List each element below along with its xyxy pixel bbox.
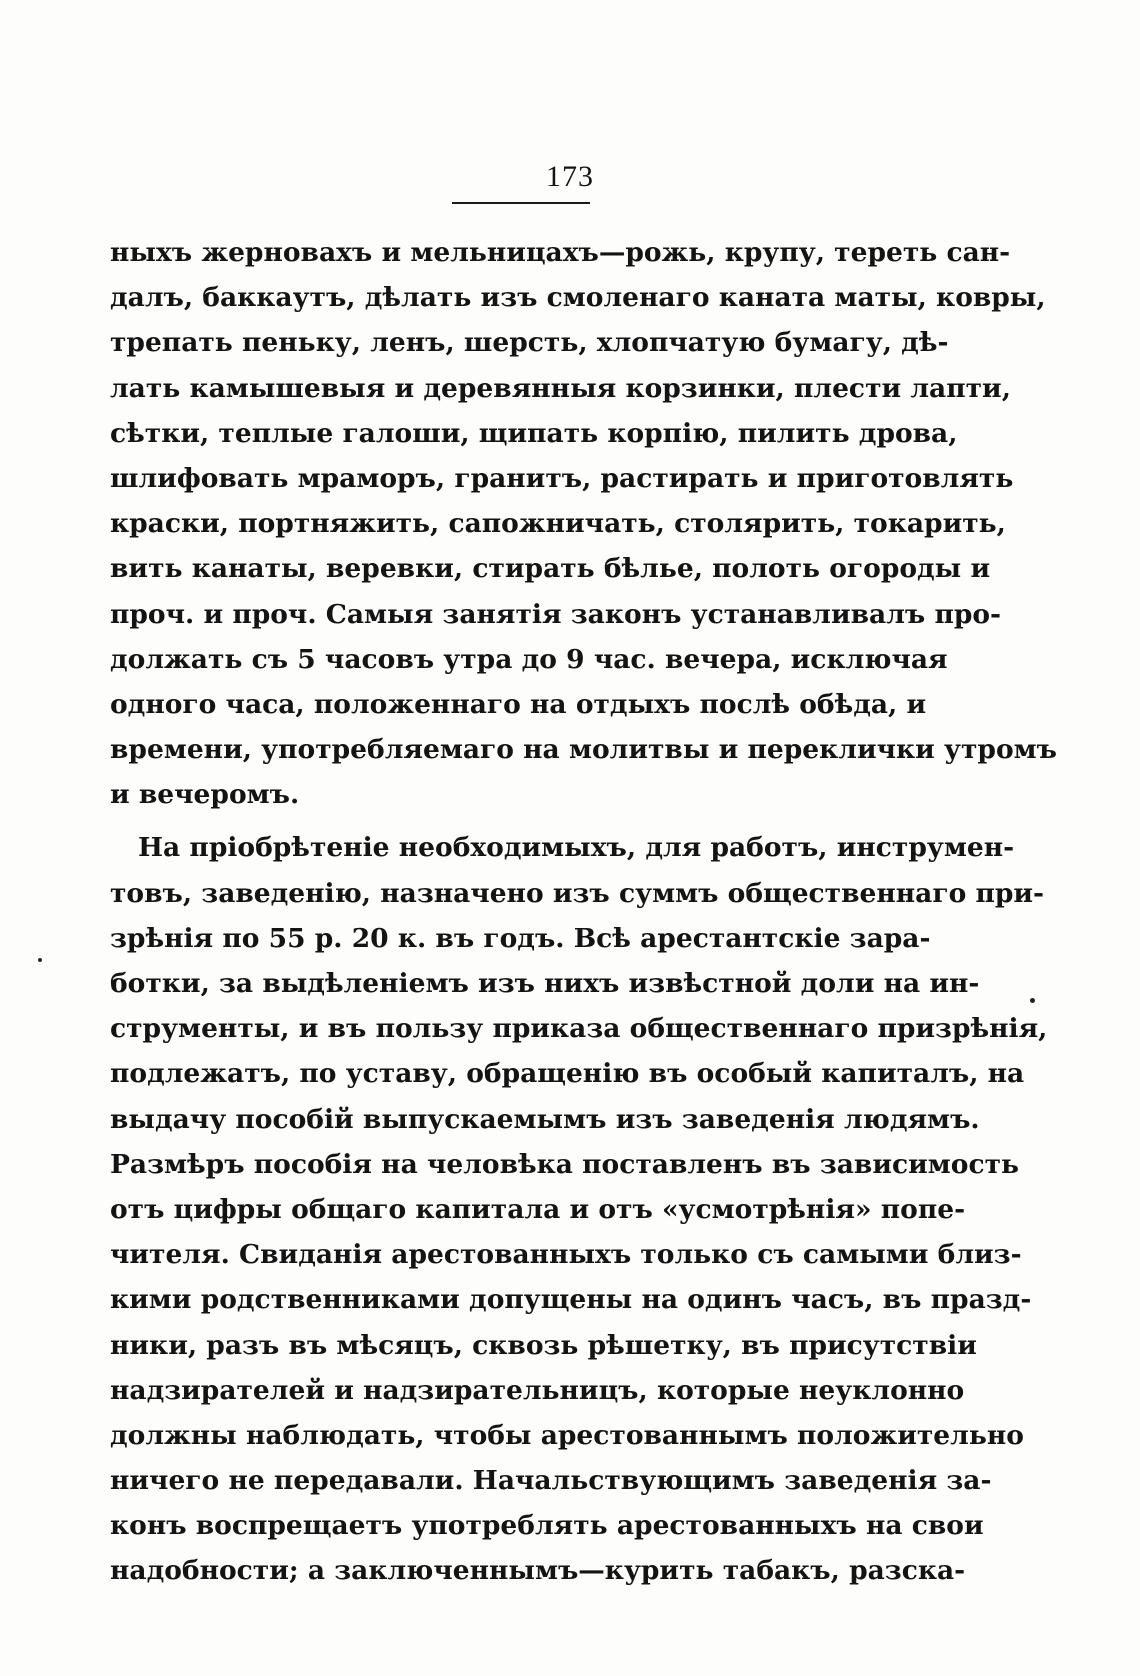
text-line: конъ воспрещаетъ употреблять арестованныхъ на свои <box>110 1510 984 1542</box>
text-line: зрѣнія по 55 р. 20 к. въ годъ. Всѣ арестантскіе зара- <box>110 922 931 954</box>
scan-speck <box>1030 998 1035 1003</box>
text-line: подлежатъ, по уставу, обращенію въ особый капиталъ, на <box>110 1058 1025 1090</box>
text-line: и вечеромъ. <box>110 779 300 811</box>
text-line: далъ, баккаутъ, дѣлать изъ смоленаго каната маты, ковры, <box>110 282 1046 314</box>
text-line: трепать пеньку, ленъ, шерсть, хлопчатую бумагу, дѣ- <box>110 327 949 359</box>
text-line: вить канаты, веревки, стирать бѣлье, полоть огороды и <box>110 553 991 585</box>
text-line: надобности; а заключеннымъ—курить табакъ, разска- <box>110 1555 966 1587</box>
text-line: ботки, за выдѣленіемъ изъ нихъ извѣстной доли на ин- <box>110 968 980 999</box>
text-line: кими родственниками допущены на одинъ часъ, въ празд- <box>110 1284 1032 1316</box>
text-line: должать съ 5 часовъ утра до 9 час. вечера, исключая <box>110 643 948 675</box>
page-number-rule <box>452 202 590 204</box>
text-line: проч. и проч. Самыя занятія законъ устанавливалъ про- <box>110 598 1002 630</box>
text-line: выдачу пособій выпускаемымъ изъ заведенія людямъ. <box>110 1103 980 1135</box>
text-line: краски, портняжить, сапожничать, столярить, токарить, <box>110 508 1006 540</box>
text-line: отъ цифры общаго капитала и отъ «усмотрѣнія» попе- <box>110 1193 966 1225</box>
text-line: ники, разъ въ мѣсяцъ, сквозь рѣшетку, въ присутствіи <box>110 1329 977 1361</box>
text-line: ничего не передавали. Начальствующимъ заведенія за- <box>110 1465 992 1497</box>
text-line: времени, употребляемаго на молитвы и переклички утромъ <box>110 734 1057 766</box>
page-number: 173 <box>546 160 594 193</box>
text-line: должны наблюдать, чтобы арестованнымъ положительно <box>110 1419 1024 1451</box>
text-line: ныхъ жерновахъ и мельницахъ—рожь, крупу, тереть сан- <box>110 237 1011 268</box>
text-line: товъ, заведенію, назначено изъ суммъ общественнаго при- <box>110 877 1045 909</box>
text-line: шлифовать мраморъ, гранитъ, растирать и приготовлять <box>110 462 1014 494</box>
text-line: чителя. Свиданія арестованныхъ только съ самыми близ- <box>110 1239 1022 1271</box>
scan-speck <box>38 958 42 962</box>
text-line: Размѣръ пособія на человѣка поставленъ въ зависимость <box>110 1148 1020 1180</box>
text-line: сѣтки, теплые галоши, щипать корпію, пилить дрова, <box>110 417 958 449</box>
body-text <box>110 230 1057 1594</box>
text-line: На пріобрѣтеніе необходимыхъ, для работъ, инструмен- <box>138 832 1015 864</box>
paragraph-2 <box>110 825 1048 1593</box>
text-line: надзирателей и надзирательницъ, которые неуклонно <box>110 1374 965 1406</box>
paragraph-gap <box>110 817 920 825</box>
text-line: лать камышевыя и деревянныя корзинки, плести лапти, <box>110 372 1011 404</box>
text-line: одного часа, положеннаго на отдыхъ послѣ обѣда, и <box>110 688 927 720</box>
text-line: струменты, и въ пользу приказа общественнаго призрѣнія, <box>110 1013 1048 1045</box>
paragraph-1 <box>110 230 1057 817</box>
